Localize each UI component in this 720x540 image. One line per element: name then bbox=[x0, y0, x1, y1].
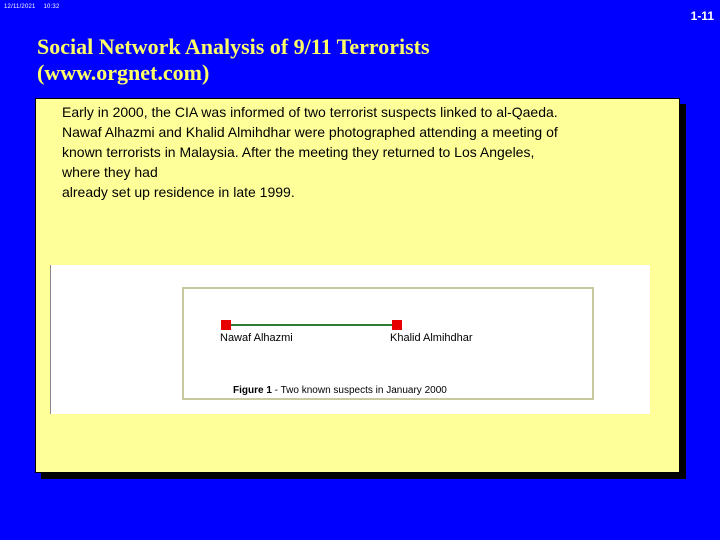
caption-figure-number: Figure 1 bbox=[233, 385, 272, 396]
figure-frame bbox=[182, 287, 594, 400]
body-line: where they had bbox=[62, 164, 158, 180]
body-text bbox=[62, 102, 677, 202]
title-line-1: Social Network Analysis of 9/11 Terrorists bbox=[37, 34, 430, 59]
title-line-2: (www.orgnet.com) bbox=[37, 60, 210, 85]
network-figure bbox=[50, 265, 650, 414]
page-number: 1-11 bbox=[690, 9, 714, 23]
date-text: 12/11/2021 bbox=[4, 4, 36, 10]
figure-caption bbox=[233, 385, 447, 396]
date-time-stamp bbox=[4, 4, 65, 10]
caption-text: - Two known suspects in January 2000 bbox=[271, 385, 447, 396]
body-line: already set up residence in late 1999. bbox=[62, 184, 295, 200]
node-khalid-almihdhar bbox=[392, 320, 402, 330]
body-line: Early in 2000, the CIA was informed of two terrorist suspects linked to al-Qaeda. bbox=[62, 104, 558, 120]
body-line: Nawaf Alhazmi and Khalid Almihdhar were photographed attending a meeting of bbox=[62, 124, 558, 140]
node-label-nawaf-alhazmi: Nawaf Alhazmi bbox=[220, 332, 293, 344]
slide-title bbox=[37, 34, 677, 86]
body-line: known terrorists in Malaysia. After the meeting they returned to Los Angeles, bbox=[62, 144, 535, 160]
node-nawaf-alhazmi bbox=[221, 320, 231, 330]
time-text: 10:32 bbox=[43, 4, 60, 10]
node-label-khalid-almihdhar: Khalid Almihdhar bbox=[390, 332, 473, 344]
network-edge bbox=[227, 324, 397, 326]
content-card bbox=[35, 98, 680, 473]
